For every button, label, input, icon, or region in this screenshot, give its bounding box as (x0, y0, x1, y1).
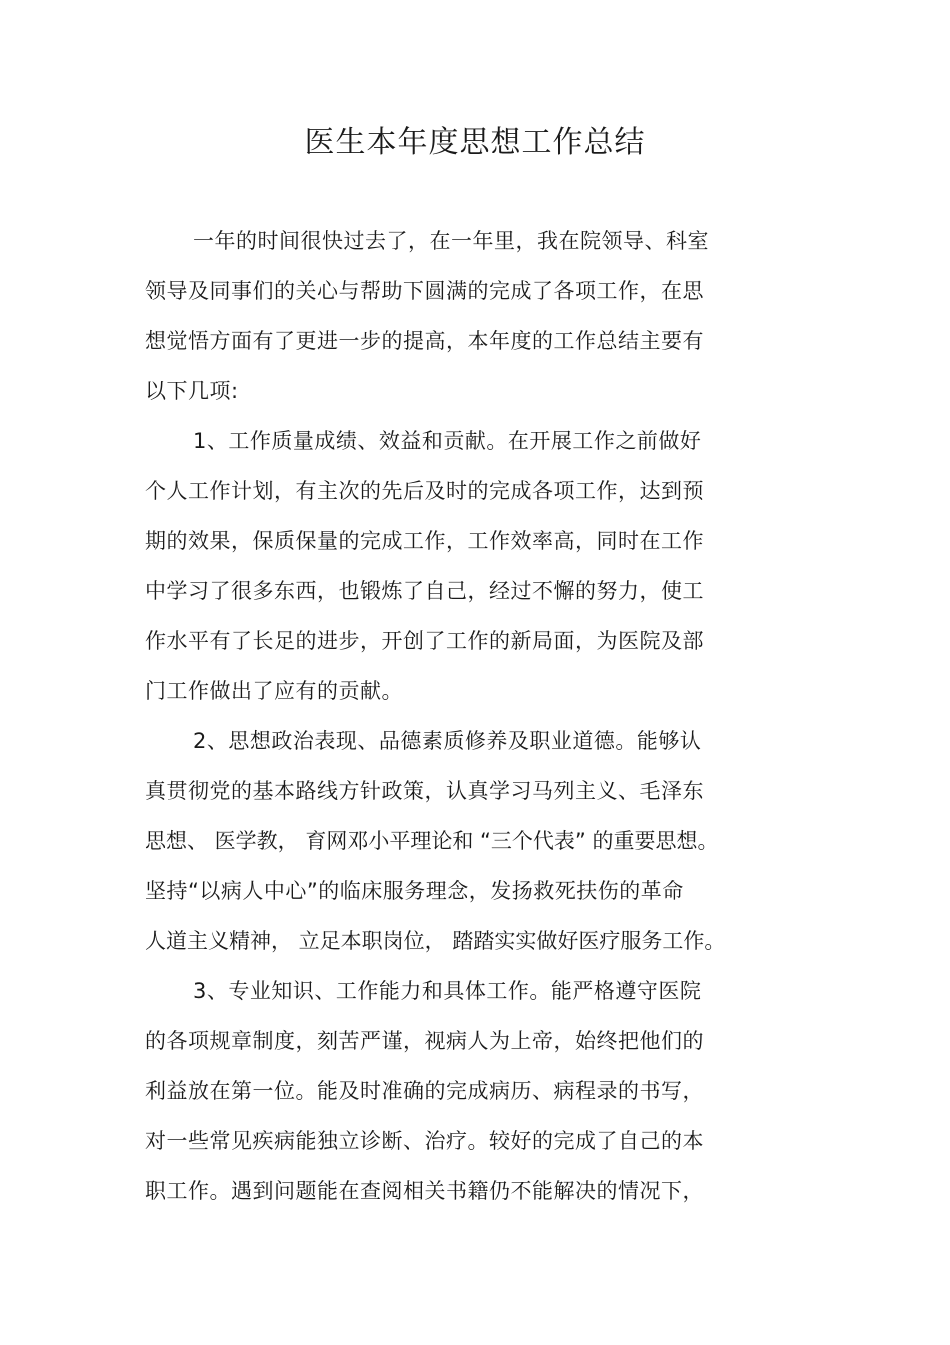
paragraph-3-line-1: 2、思想政治表现、品德素质修养及职业道德。能够认 (193, 729, 702, 753)
paragraph-2-line-4: 中学习了很多东西，也锻炼了自己，经过不懈的努力，使工 (145, 579, 704, 603)
paragraph-2-line-6: 门工作做出了应有的贡献。 (145, 679, 403, 703)
paragraph-4-line-5: 职工作。遇到问题能在查阅相关书籍仍不能解决的情况下， (145, 1179, 704, 1203)
paragraph-3-line-2: 真贯彻党的基本路线方针政策，认真学习马列主义、毛泽东 (145, 779, 704, 803)
paragraph-1-line-4: 以下几项: (145, 379, 239, 403)
paragraph-3-line-5: 人道主义精神， 立足本职岗位， 踏踏实实做好医疗服务工作。 (145, 929, 726, 953)
paragraph-2-line-3: 期的效果，保质保量的完成工作，工作效率高，同时在工作 (145, 529, 704, 553)
paragraph-4-line-3: 利益放在第一位。能及时准确的完成病历、病程录的书写， (145, 1079, 704, 1103)
paragraph-4-line-2: 的各项规章制度，刻苦严谨，视病人为上帝，始终把他们的 (145, 1029, 704, 1053)
document-title: 医生本年度思想工作总结 (304, 125, 646, 160)
paragraph-3-line-3: 思想、 医学教， 育网邓小平理论和 “三个代表” 的重要思想。 (145, 829, 719, 853)
paragraph-1-line-1: 一年的时间很快过去了，在一年里，我在院领导、科室 (193, 229, 709, 253)
paragraph-2-line-2: 个人工作计划，有主次的先后及时的完成各项工作，达到预 (145, 479, 704, 503)
paragraph-2-line-5: 作水平有了长足的进步，开创了工作的新局面，为医院及部 (145, 629, 704, 653)
paragraph-1-line-3: 想觉悟方面有了更进一步的提高，本年度的工作总结主要有 (145, 329, 704, 353)
paragraph-4-line-4: 对一些常见疾病能独立诊断、治疗。较好的完成了自己的本 (145, 1129, 704, 1153)
paragraph-2-line-1: 1、工作质量成绩、效益和贡献。在开展工作之前做好 (193, 429, 702, 453)
paragraph-3-line-4: 坚持“以病人中心”的临床服务理念，发扬救死扶伤的革命 (145, 879, 684, 903)
paragraph-1-line-2: 领导及同事们的关心与帮助下圆满的完成了各项工作，在思 (145, 279, 704, 303)
paragraph-4-line-1: 3、专业知识、工作能力和具体工作。能严格遵守医院 (193, 979, 702, 1003)
